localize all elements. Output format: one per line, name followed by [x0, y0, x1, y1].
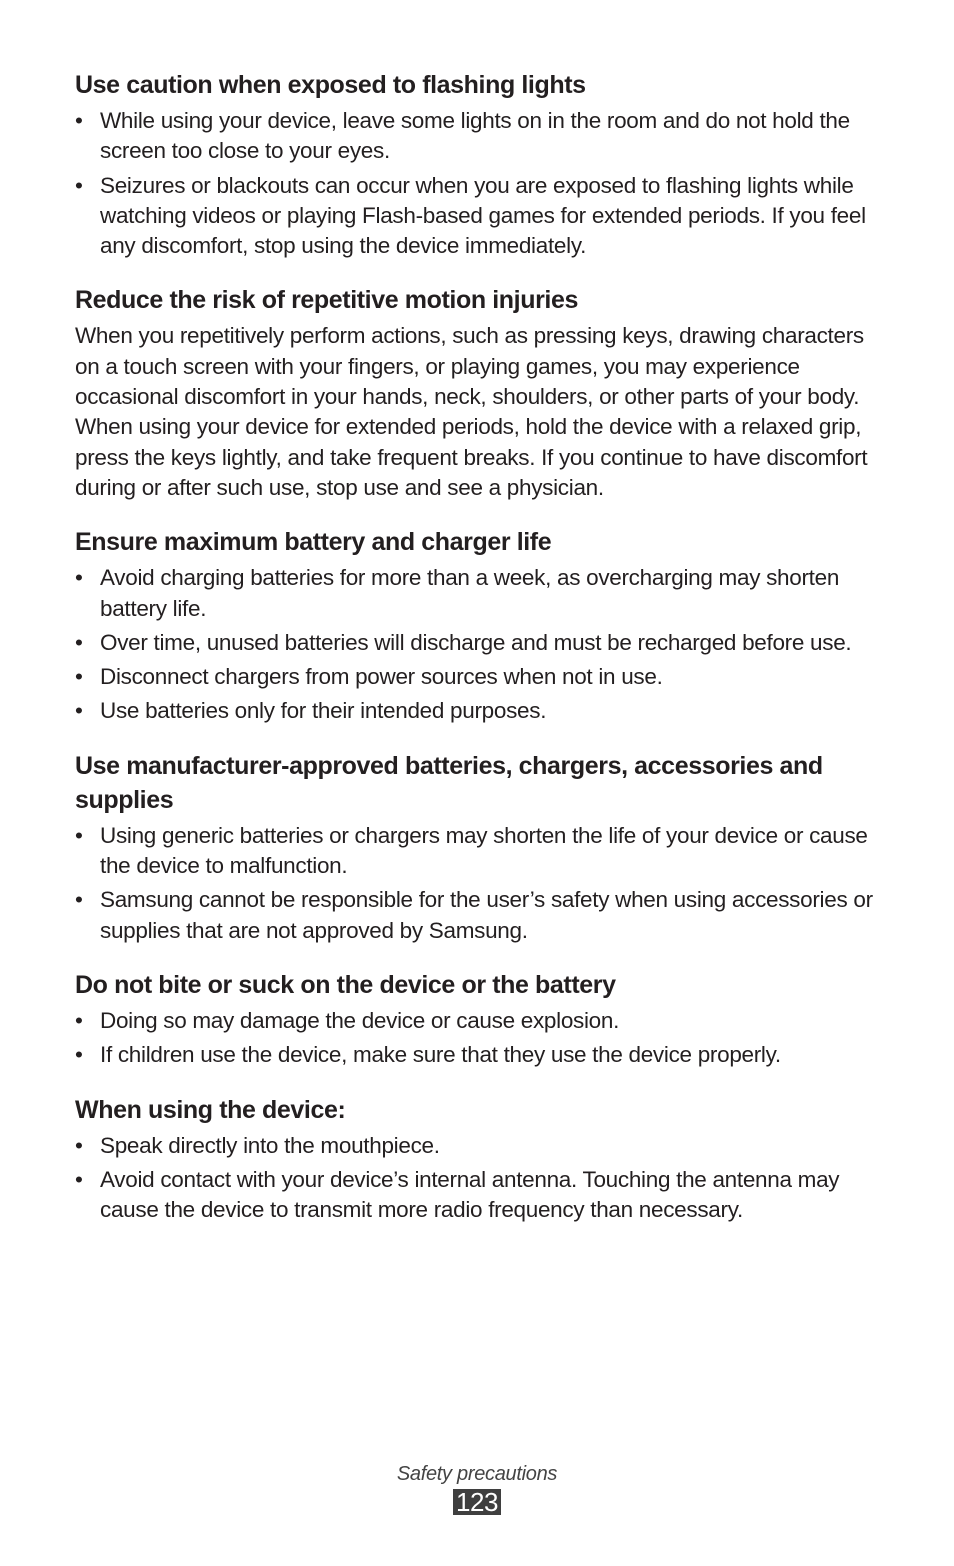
bullet-icon: • [75, 1042, 83, 1068]
list-item [75, 628, 883, 658]
list-item [75, 696, 883, 726]
list-item [75, 821, 883, 882]
list-item [75, 1040, 883, 1070]
document-body [75, 68, 883, 1247]
list-item-text: Speak directly into the mouthpiece. [100, 1132, 440, 1158]
section-heading: Use caution when exposed to flashing lights [75, 71, 586, 99]
list-item [75, 1165, 883, 1226]
list-item-text: If children use the device, make sure that they use the device properly. [100, 1042, 781, 1068]
list-item-text: Avoid contact with your device’s internal antenna. Touching the antenna may cause the device to transmit more radio frequency than necessary. [100, 1166, 840, 1223]
list-item [75, 885, 883, 946]
bullet-icon: • [75, 664, 83, 690]
list-item [75, 1006, 883, 1036]
list-item-text: Doing so may damage the device or cause explosion. [100, 1007, 620, 1033]
footer-section-title: Safety precautions [396, 1463, 558, 1485]
list-item-text: While using your device, leave some lights on in the room and do not hold the screen too close to your eyes. [100, 108, 850, 164]
section-heading: Use manufacturer-approved batteries, chargers, accessories and supplies [75, 751, 823, 814]
section-paragraph: When you repetitively perform actions, such as pressing keys, drawing characters on a touch screen with your fingers, or playing games, you may experience occasional discomfort in your hands, neck, shoulders, or other parts of your body. When using your device for extended periods, hold the device with a relaxed grip, press the keys lightly, and take frequent breaks. If you continue to have discomfort during or after such use, stop use and see a physician. [75, 323, 868, 500]
list-item-text: Over time, unused batteries will discharge and must be recharged before use. [100, 629, 852, 655]
bullet-icon: • [75, 1132, 83, 1158]
bullet-list [75, 821, 883, 946]
section-heading: Ensure maximum battery and charger life [75, 528, 552, 557]
bullet-list [75, 563, 883, 726]
list-item [75, 171, 883, 262]
bullet-icon: • [75, 1007, 83, 1033]
list-item-text: Using generic batteries or chargers may shorten the life of your device or cause the device to malfunction. [100, 822, 868, 879]
list-item [75, 106, 883, 167]
section-heading: Reduce the risk of repetitive motion injuries [75, 286, 578, 315]
section-heading: Do not bite or suck on the device or the battery [75, 970, 616, 999]
list-item [75, 1131, 883, 1161]
list-item-text: Use batteries only for their intended purposes. [100, 698, 547, 724]
bullet-icon: • [75, 629, 83, 655]
bullet-icon: • [75, 172, 83, 198]
section-approved-accessories [75, 749, 883, 946]
list-item-text: Seizures or blackouts can occur when you are exposed to flashing lights while watching videos or playing Flash-based games for extended periods. If you feel any discomfort, stop using the device immediately. [100, 172, 866, 259]
section-do-not-bite [75, 968, 883, 1071]
section-when-using-device [75, 1093, 883, 1226]
bullet-list [75, 106, 883, 261]
bullet-icon: • [75, 887, 83, 913]
bullet-list [75, 1131, 883, 1226]
bullet-icon: • [75, 822, 83, 848]
bullet-icon: • [75, 565, 83, 591]
list-item [75, 563, 883, 624]
page-footer [0, 1460, 954, 1516]
list-item [75, 662, 883, 692]
page-number: 123 [453, 1489, 501, 1515]
bullet-list [75, 1006, 883, 1071]
list-item-text: Disconnect chargers from power sources when not in use. [100, 664, 663, 690]
bullet-icon: • [75, 1166, 83, 1192]
section-heading: When using the device: [75, 1095, 346, 1124]
section-flashing-lights [75, 68, 883, 261]
list-item-text: Avoid charging batteries for more than a week, as overcharging may shorten battery life. [100, 565, 840, 621]
bullet-icon: • [75, 108, 83, 133]
section-battery-life [75, 525, 883, 726]
bullet-icon: • [75, 698, 83, 724]
section-repetitive-motion [75, 283, 883, 503]
list-item-text: Samsung cannot be responsible for the user’s safety when using accessories or supplies that are not approved by Samsung. [100, 887, 873, 943]
